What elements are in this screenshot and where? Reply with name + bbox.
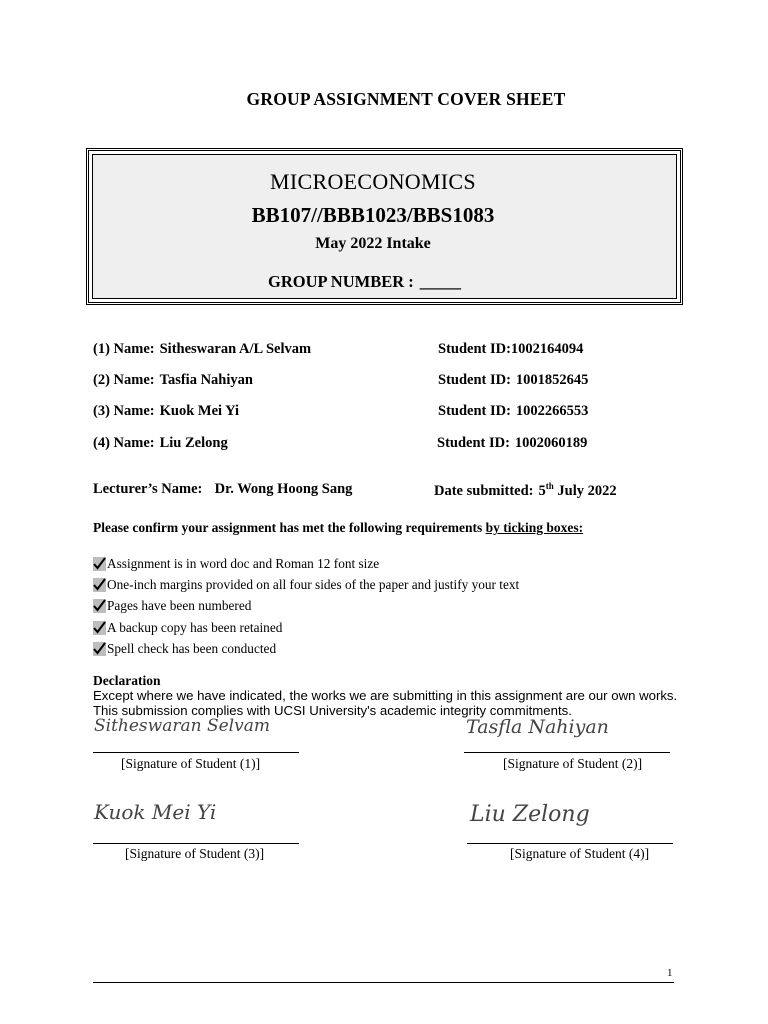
signature-caption-2: [Signature of Student (2)] xyxy=(503,756,643,771)
checklist-label: One-inch margins provided on all four sides of the paper and justify your text xyxy=(107,577,520,592)
member-name-3 xyxy=(93,403,239,420)
signature-line xyxy=(93,752,299,753)
checklist-label: Spell check has been conducted xyxy=(107,641,277,656)
signature-student-4: Liu Zelong xyxy=(470,802,590,827)
signature-student-3: Kuok Mei Yi xyxy=(94,800,217,824)
member-name-1 xyxy=(93,341,311,358)
checklist-item[interactable] xyxy=(93,577,519,593)
checklist-item[interactable] xyxy=(93,556,379,572)
declaration-line-2: This submission complies with UCSI University's academic integrity commitments. xyxy=(93,703,572,718)
lecturer-value: Dr. Wong Hoong Sang xyxy=(214,481,353,497)
lecturer-name xyxy=(93,481,352,498)
date-submitted xyxy=(434,481,617,500)
signature-student-1: Sitheswaran Selvam xyxy=(94,716,270,736)
course-intake: May 2022 Intake xyxy=(315,235,431,252)
member-name-label: (4) Name: xyxy=(93,435,155,451)
page-title: GROUP ASSIGNMENT COVER SHEET xyxy=(246,89,566,109)
lecturer-label: Lecturer’s Name: xyxy=(93,481,203,497)
course-info-box xyxy=(86,148,683,305)
signature-caption-1: [Signature of Student (1)] xyxy=(121,756,261,771)
course-info-panel xyxy=(92,154,677,299)
footer-rule xyxy=(93,982,674,983)
member-id-label: Student ID: xyxy=(438,372,511,388)
confirm-underlined: by ticking boxes: xyxy=(485,520,584,535)
checklist-label: Assignment is in word doc and Roman 12 font size xyxy=(107,556,380,571)
member-name-value: Sitheswaran A/L Selvam xyxy=(159,341,312,357)
signature-caption-4: [Signature of Student (4)] xyxy=(510,846,650,861)
date-suffix: th xyxy=(545,481,554,491)
checkbox-checked-icon[interactable] xyxy=(93,599,106,613)
member-id-value: 1001852645 xyxy=(515,372,589,388)
checklist-label: Pages have been numbered xyxy=(107,598,252,613)
member-name-value: Tasfia Nahiyan xyxy=(159,372,253,388)
declaration-line-1: Except where we have indicated, the works we are submitting in this assignment are our own works. xyxy=(93,688,678,703)
member-name-label: (3) Name: xyxy=(93,403,155,419)
confirm-instruction xyxy=(93,520,583,536)
signature-caption-3: [Signature of Student (3)] xyxy=(125,846,265,861)
group-number xyxy=(268,272,461,292)
checklist-item[interactable] xyxy=(93,598,251,614)
member-id-value: 1002266553 xyxy=(515,403,589,419)
checklist-item[interactable] xyxy=(93,620,282,636)
checklist-label: A backup copy has been retained xyxy=(107,620,283,635)
member-name-label: (1) Name: xyxy=(93,341,155,357)
signature-line xyxy=(93,843,299,844)
checkbox-checked-icon[interactable] xyxy=(93,578,106,592)
signature-student-2: Tasfla Nahiyan xyxy=(466,716,609,738)
member-name-value: Kuok Mei Yi xyxy=(159,403,240,419)
member-name-4 xyxy=(93,435,228,452)
member-name-label: (2) Name: xyxy=(93,372,155,388)
date-rest: July 2022 xyxy=(557,482,617,499)
member-name-value: Liu Zelong xyxy=(159,435,228,451)
signature-line xyxy=(464,752,670,753)
member-id-2 xyxy=(438,372,588,389)
checkbox-checked-icon[interactable] xyxy=(93,642,106,656)
course-code: BB107//BBB1023/BBS1083 xyxy=(251,203,495,227)
course-name: MICROECONOMICS xyxy=(270,169,476,194)
declaration-text xyxy=(93,688,693,718)
member-id-1 xyxy=(438,341,583,358)
declaration-heading: Declaration xyxy=(93,673,161,688)
group-number-value: _____ xyxy=(419,272,461,291)
confirm-text: Please confirm your assignment has met the following requirements xyxy=(93,520,486,535)
page-number: 1 xyxy=(667,967,673,979)
member-id-value: 1002164094 xyxy=(510,341,584,357)
member-id-4 xyxy=(437,435,587,452)
member-id-label: Student ID: xyxy=(437,435,510,451)
member-name-2 xyxy=(93,372,253,389)
group-number-label: GROUP NUMBER : xyxy=(268,272,414,291)
checkbox-checked-icon[interactable] xyxy=(93,621,106,635)
date-day: 5 xyxy=(538,482,546,499)
checklist-item[interactable] xyxy=(93,641,276,657)
checkbox-checked-icon[interactable] xyxy=(93,557,106,571)
date-label: Date submitted: xyxy=(434,482,534,499)
member-id-3 xyxy=(438,403,588,420)
signature-line xyxy=(467,843,673,844)
member-id-value: 1002060189 xyxy=(514,435,588,451)
member-id-label: Student ID: xyxy=(438,341,511,357)
member-id-label: Student ID: xyxy=(438,403,511,419)
